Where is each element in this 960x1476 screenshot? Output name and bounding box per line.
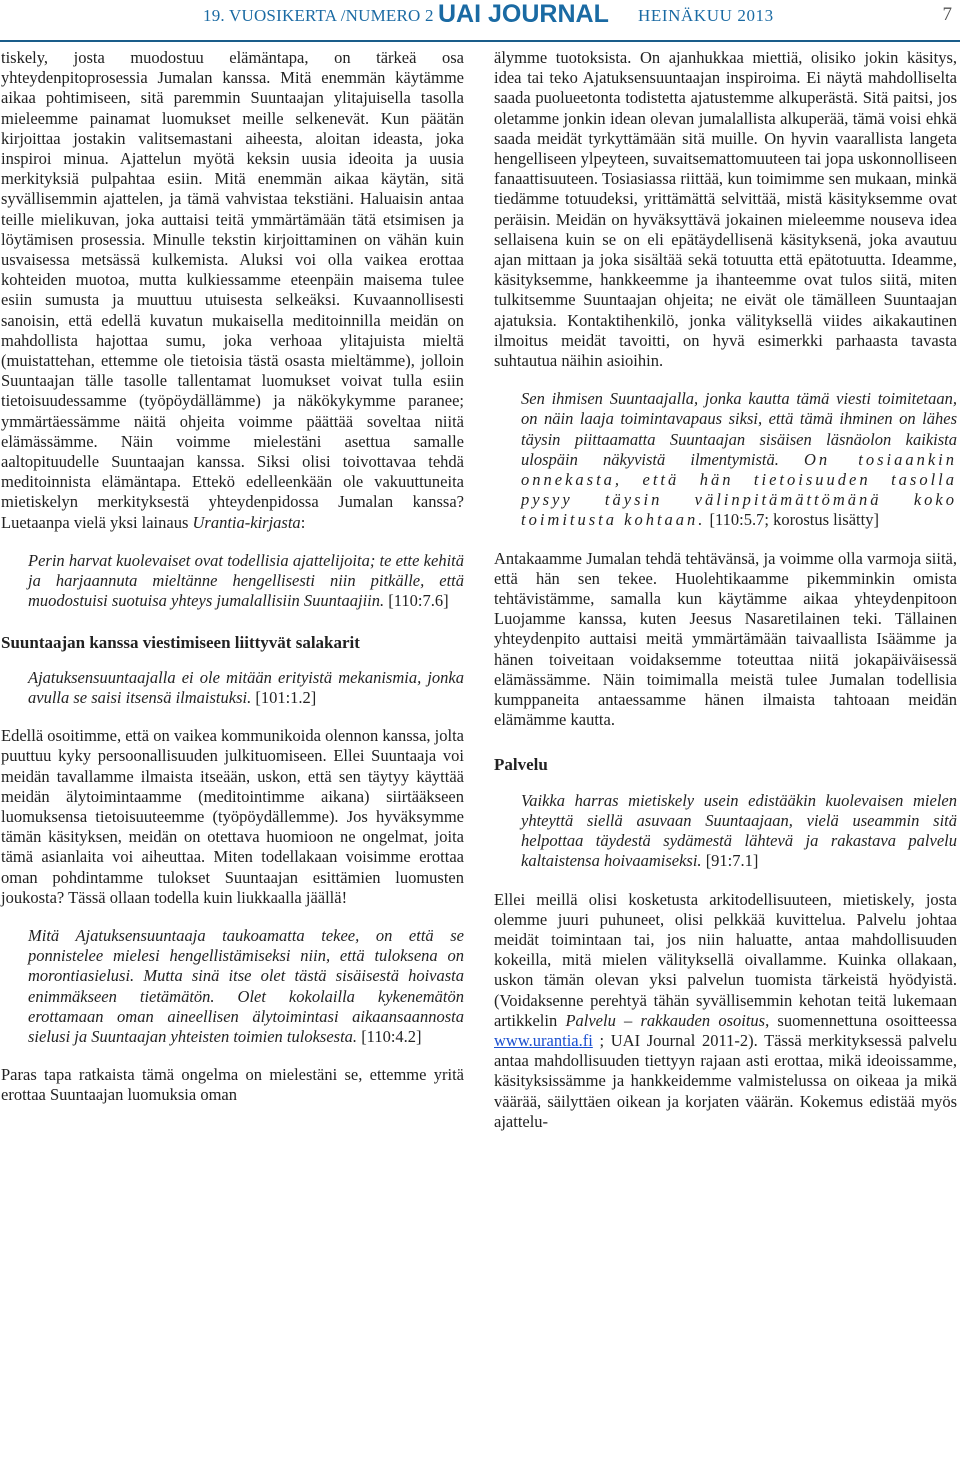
right-quote-1-ref: [110:5.7; korostus lisätty]	[709, 510, 879, 530]
left-quote-3	[1, 926, 464, 1047]
left-quote-3-text: Mitä Ajatuksensuuntaaja taukoamatta tekee, on että se ponnistelee mielesi hengellistämiseksi niin, että tuloksena on morontiasielusi. Mutta sinä itse olet tästä sisäisestä hoivasta enimmäkseen tietämätön. Olet kokolailla kykenemätön erottamaan oman aineellisen älytoimintasi aikaansaannosta sielusi ja Suuntaajan yhteisten toimien tuloksesta.	[28, 925, 464, 1046]
right-paragraph-3-text-a: Ellei meillä olisi kosketusta arkitodellisuuteen, mietiskely, josta olemme juuri puhuneet, olisi pelkkää kuvittelua. Palvelu johtaa meidät toimintaan tai, jos niin haluatte, antaa mahdollisuuden kokeilla, mitä mielen välityksellä oivallamme. Kuinka ollakaan, uskon tämän olevan yksi palvelun tuomista tärkeistä hyödyistä. (Voidaksenne perehtyä tähän syvällisemmin kehotan teitä lukemaan artikkelin	[494, 889, 957, 1030]
left-paragraph-1-end: :	[300, 512, 306, 532]
urantia-link[interactable]: www.urantia.fi	[494, 1030, 593, 1050]
article-title: Palvelu – rakkauden osoitus	[565, 1010, 766, 1030]
right-paragraph-3-text-c: ; UAI Journal 2011-2). Tässä merkityksessä palvelu antaa mahdollisuuden tiettyyn rajaan asti erottaa, mikä ideoissamme, käsityksissämme ja hankkeidemme valmistelussa on oikeaa ja mikä väärää, säilyttäen oikean ja korjaten väärän. Kokemus edistää myös ajattelu-	[494, 1030, 958, 1131]
right-quote-1-text: Sen ihmisen Suuntaajalla, jonka kautta tämä viesti toimitetaan, on näin laaja toimintavapaus siksi, että tämä ihminen on lähes täysin piittaamatta Suuntaajan sisäisen läsnäolon kaikista ulospäin näkyvistä ilmentymistä.	[521, 389, 957, 469]
issue-date: HEINÄKUU 2013	[638, 6, 774, 25]
right-paragraph-1: älymme tuotoksista. On ajanhukkaa miettiä, olisiko jokin käsitys, idea tai teko Ajatuksensuuntaajan inspiroima. Ei näytä mahdolliselta saada puolueetonta todistetta ajatustemme alkuperästä. Sitä paitsi, jos oletamme jonkin idean olevan jumalallista alkuperää, tämä voisi ehkä saada meidät tyrkyttämään sitä muille. On hyvin vaarallista langeta hengelliseen ylpeyteen, suvaitsemattomuuteen tai jopa uskonnolliseen fanaattisuuteen. Tosiasiassa riittää, kun toimimme sen mukaan, minkä tiedämme totuudeksi, yrittämättä selvittää, mistä käsityksemme ovat peräisin. Meidän on hyväksyttävä jokainen mieleemme nouseva idea sellaisena kuin se on eli epätäydellisenä käsityksenä, joka avautuu ajan mittaan ja joka sisältää sekä totuutta että epätotuutta. Ideamme, käsityksemme, hankkeemme ja ihanteemme ovat tulos siitä, miten tulkitsemme Suuntaajan ohjeita; ne eivät ole tämälleen Suuntaajan ajatuksia. Kontaktihenkilö, jonka välityksellä viides aikakautinen ilmoitus meidät tavoitti, on hyvä esimerkki parhaasta tavasta suhtautua näihin asioihin.	[494, 48, 957, 371]
left-quote-1-ref: [110:7.6]	[388, 591, 449, 611]
section-heading-salakarit: Suuntaajan kanssa viestimiseen liittyvät salakarit	[1, 633, 360, 653]
right-column	[494, 48, 957, 1132]
journal-title: UAI JOURNAL	[438, 0, 609, 28]
right-quote-2	[494, 791, 957, 872]
left-column	[1, 48, 464, 1106]
left-quote-2-text: Ajatuksensuuntaajalla ei ole mitään erityistä mekanismia, jonka avulla se saisi itsensä ilmaistuksi.	[28, 667, 464, 707]
right-paragraph-3-text-b: , suomennettuna osoitteessa	[765, 1010, 958, 1030]
left-quote-1	[1, 551, 464, 612]
page-number: 7	[942, 4, 952, 25]
left-paragraph-2: Edellä osoitimme, että on vaikea kommunikoida olennon kanssa, jolta puuttuu kyky persoonallisuuden julkituomiseen. Ellei Suuntaaja voi meidän tavallamme ilmaista itseään, uskon, että sen täytyy käyttää meidän älytoimintaamme (meditointimme aikana) siirtääkseen luomuksensa tietoisuuteemme (työpöydällemme). Jos hyväksymme tämän käsityksen, meidän on otettava huomioon ne ongelmat, joita tämä asianlaita voi aiheuttaa. Miten todellakaan voisimme erottaa oman pohdintamme tulokset Suuntaajan esittämien luomusten joukosta? Tässä ollaan todella kuin liukkaalla jäällä!	[1, 726, 464, 907]
right-paragraph-2: Antakaamme Jumalan tehdä tehtävänsä, ja voimme olla varmoja siitä, että hän sen tekee. Huolehtikaamme pikemminkin omista tehtävistämme, samalla kun käytämme aikaa yhteydenpitoon Luojamme kanssa, kuten Jeesus Nasaretilainen teki. Tällainen yhteydenpito auttaisi meitä ymmärtämään taivaallista Isäämme ja hänen toiveitaan voidaksemme toteuttaa niitä jokapäiväisessä elämässämme. Näin toimimalla meistä tulee Jumalan todellisia kumppaneita antaessamme hänen ilmaista tahtoaan meidän elämämme kautta.	[494, 548, 957, 730]
left-quote-2	[1, 668, 464, 708]
left-paragraph-1	[1, 48, 464, 533]
left-quote-1-text: Perin harvat kuolevaiset ovat todellisia ajattelijoita; te ette kehitä ja harjaannuta mieltänne hengellisesti niin pitkälle, että muodostuisi suotuisa yhteys jumalallisiin Suuntaajiin.	[28, 550, 464, 611]
section-heading-palvelu: Palvelu	[494, 754, 548, 774]
right-quote-2-text: Vaikka harras mietiskely usein edistääkin kuolevaisen mielen yhteyttä siellä asuvaan Suuntaajaan, vielä useammin sitä helpottaa täydestä sydämestä lähtevä ja rakastava palvelu kaltaistensa hoivaamiseksi.	[521, 790, 957, 871]
left-quote-3-ref: [110:4.2]	[361, 1026, 422, 1046]
left-paragraph-3: Paras tapa ratkaista tämä ongelma on mielestäni se, ettemme yritä erottaa Suuntaajan luomuksia oman	[1, 1065, 464, 1105]
right-quote-2-ref: [91:7.1]	[705, 851, 759, 871]
right-quote-1	[494, 389, 957, 530]
page-header	[0, 0, 960, 42]
left-quote-2-ref: [101:1.2]	[255, 687, 317, 707]
right-quote-1-emphasis: On tosiaankin onnekasta, että hän tietoisuuden tasolla pysyy täysin välinpitämättömänä koko toimitusta kohtaan.	[521, 449, 957, 530]
right-paragraph-3	[494, 890, 957, 1132]
left-paragraph-1-text: tiskely, josta muodostuu elämäntapa, on tärkeä osa yhteydenpitoprosessia Jumalan kanssa. Mitä enemmän käytämme aikaa pohtimiseen, sitä paremmin Suuntaajan ylitajuisella tasolla mieleemme painamat luomukset meille selkenevät. Kun päätän kirjoittaa jostakin valitsemastani aiheesta, aloitan ideasta, joka inspiroi minua. Ajattelun myötä keksin uusia ideoita ja uusia merkityksiä pulpahtaa esiin. Mitä enemmän aikaa käytän, sitä syvällisemmin ajattelen, ja tämä vahvistaa tekstiäni. Haluaisin antaa teille mielikuvan, joka auttaisi teitä ymmärtämään tätä etsimisen ja löytämisen prosessia. Minulle tekstin kirjoittaminen on vähän kuin usvaisessa metsässä kulkemista. Aluksi voi olla vaikea erottaa kohteiden muotoa, mutta kulkiessamme eteenpäin maisema tulee esiin sumusta ja muuttuu utuisesta selkeäksi. Kuvaannollisesti sanoisin, että edellä kuvatun mukaisella meditoinnilla meidän on mahdollista hajottaa sumu, joka verhoaa ylitajuista mieltä (muistattehan, ettemme ole tietoisia tästä osasta mieltämme), jolloin Suuntaajan tälle tasolle tallentamat luomukset voivat tulla esiin tietoisuudessamme (työpöydällämme) ja näkökykymme paranee; ymmärtäessämme näitä ohjeita voimme päättää soveltaa niitä elämässämme. Näin voimme mielestäni asettua samalle aaltopituudelle Suuntaajan kanssa. Siksi olisi toivottavaa tehdä meditoinnista elämäntapa. Ettekö edelleenkään ole vakuuttuneita mietiskelyn merkityksestä yhteydenpidossa Jumalan kanssa? Luetaanpa vielä yksi lainaus	[1, 48, 464, 532]
book-title: Urantia-kirjasta	[192, 512, 301, 532]
issue-label: 19. VUOSIKERTA /NUMERO 2	[203, 6, 434, 25]
